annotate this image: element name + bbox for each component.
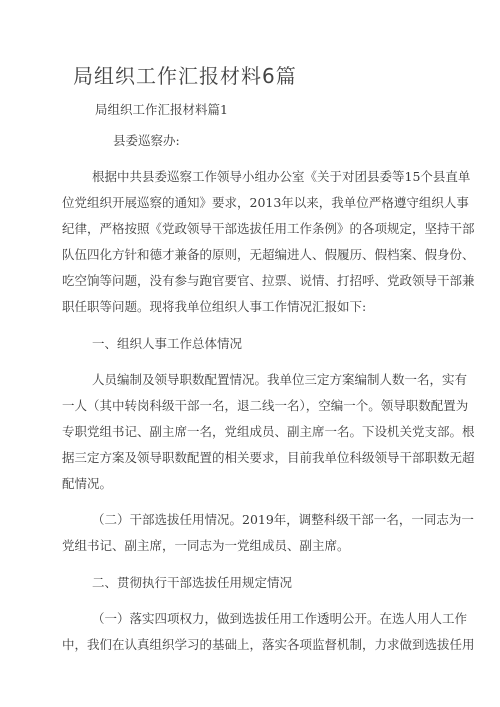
section-heading: 一、组织人事工作总体情况 (92, 336, 243, 351)
paragraph-line: 纪律，严格按照《党政领导干部选拔任用工作条例》的各项规定，坚持干部 (62, 221, 475, 236)
paragraph-line: （一）落实四项权力，做到选拔任用工作透明公开。在选人用人工作 (92, 611, 468, 626)
paragraph-line: 配情况。 (62, 476, 113, 491)
salutation: 县委巡察办: (113, 133, 180, 148)
paragraph-line: 职任职等问题。现将我单位组织人事工作情况汇报如下: (62, 299, 367, 314)
paragraph-line: 根据中共县委巡察工作领导小组办公室《关于对团县委等15个县直单 (92, 169, 471, 184)
section-heading: 二、贯彻执行干部选拔任用规定情况 (92, 575, 293, 590)
paragraph-line: 吃空饷等问题，没有参与跑官要官、拉票、说情、打招呼、党政领导干部兼 (62, 273, 475, 288)
document-subtitle: 局组织工作汇报材料篇1 (95, 102, 228, 117)
paragraph-line: 人员编制及领导职数配置情况。我单位三定方案编制人数一名，实有 (92, 372, 468, 387)
document-title: 局组织工作汇报材料6篇 (73, 64, 297, 88)
paragraph-line: （二）干部选拔任用情况。2019年，调整科级干部一名，一同志为一 (92, 512, 474, 527)
paragraph-line: 据三定方案及领导职数配置的相关要求，目前我单位科级领导干部职数无超 (62, 450, 475, 465)
paragraph-line: 专职党组书记、副主席一名，党组成员、副主席一名。下设机关党支部。根 (62, 424, 475, 439)
paragraph-line: 位党组织开展巡察的通知》要求，2013年以来，我单位严格遵守组织人事 (62, 195, 469, 210)
paragraph-line: 中，我们在认真组织学习的基础上，落实各项监督机制，力求做到选拔任用 (62, 637, 475, 652)
paragraph-line: 党组书记、副主席，一同志为一党组成员、副主席。 (62, 538, 350, 553)
paragraph-line: 队伍四化方针和德才兼备的原则，无超编进人、假履历、假档案、假身份、 (62, 247, 475, 262)
paragraph-line: 一人（其中转岗科级干部一名，退二线一名），空编一个。领导职数配置为 (62, 398, 469, 413)
